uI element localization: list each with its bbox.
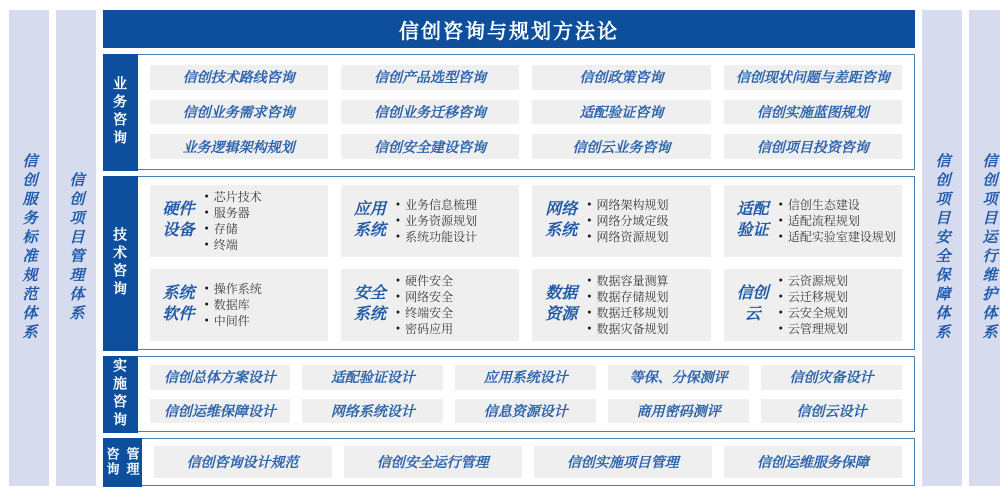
bullet-item: ● 业务信息梳理: [396, 197, 477, 213]
business-item: 信创业务需求咨询: [150, 100, 328, 125]
tech-card-network: [532, 185, 710, 257]
business-item: 信创技术路线咨询: [150, 65, 328, 90]
bullet-item: ● 网络架构规划: [587, 197, 668, 213]
bullet-item: ● 系统功能设计: [396, 229, 477, 245]
tech-card-adaptation: [724, 185, 902, 257]
bullet-item: ● 网络安全: [396, 289, 453, 305]
business-items-grid: [138, 55, 915, 169]
bullet-item: ● 网络分域定级: [587, 213, 668, 229]
tech-card-name: 安全系统: [353, 285, 386, 323]
management-item: 信创运维服务保障: [724, 446, 902, 478]
tech-card-name: 应用系统: [353, 201, 386, 239]
business-item: 信创云业务咨询: [532, 134, 710, 159]
business-item: 信创业务迁移咨询: [341, 100, 519, 125]
diagram-title-bar: [103, 10, 915, 48]
business-item: 信创政策咨询: [532, 65, 710, 90]
right-panel-operation-maintenance-label: 信创项目运行维护体系: [980, 153, 998, 343]
tech-card-data-resources: [532, 269, 710, 341]
bullet-item: ● 终端: [205, 237, 262, 253]
implementation-item: 等保、分保测评: [608, 365, 749, 390]
implementation-item: 商用密码测评: [608, 399, 749, 424]
bullet-item: ● 适配实验室建设规划: [779, 229, 896, 245]
tech-card-name: 网络系统: [545, 201, 578, 239]
bullet-item: ● 终端安全: [396, 305, 453, 321]
tech-card-system-software: [150, 269, 328, 341]
implementation-item: 信创灾备设计: [761, 365, 902, 390]
management-items-grid: [142, 439, 915, 485]
section-management-label: [103, 438, 142, 487]
management-label-col-1: 咨询: [104, 447, 120, 477]
bullet-item: ● 服务器: [205, 205, 262, 221]
tech-card-bullet-list: [779, 197, 896, 245]
tech-card-bullet-list: [587, 273, 668, 337]
tech-card-name: 数据资源: [545, 285, 578, 323]
tech-card-bullet-list: [587, 197, 668, 245]
section-technical-consulting: [103, 176, 915, 350]
bullet-item: ● 数据存储规划: [587, 289, 668, 305]
management-item: 信创咨询设计规范: [154, 446, 332, 478]
implementation-item: 适配验证设计: [302, 365, 443, 390]
main-content: [103, 10, 915, 486]
bullet-item: ● 网络资源规划: [587, 229, 668, 245]
implementation-item: 信创云设计: [761, 399, 902, 424]
bullet-item: ● 云迁移规划: [779, 289, 848, 305]
business-item: 信创项目投资咨询: [724, 134, 902, 159]
implementation-item: 应用系统设计: [455, 365, 596, 390]
management-label-col-2: 管理: [124, 447, 140, 477]
bullet-item: ● 密码应用: [396, 321, 453, 337]
business-item: 信创现状问题与差距咨询: [724, 65, 902, 90]
tech-card-name: 硬件设备: [162, 201, 195, 239]
bullet-item: ● 云管理规划: [779, 321, 848, 337]
tech-card-name: 系统软件: [162, 285, 195, 323]
management-item: 信创安全运行管理: [344, 446, 522, 478]
tech-card-name: 信创云: [736, 285, 769, 323]
implementation-item: 信创总体方案设计: [150, 365, 291, 390]
tech-card-bullet-list: [205, 189, 262, 253]
section-technical-label: 技术咨询: [103, 176, 138, 351]
bullet-item: ● 中间件: [205, 313, 262, 329]
tech-card-bullet-list: [396, 273, 453, 337]
implementation-item: 网络系统设计: [302, 399, 443, 424]
tech-card-hardware: [150, 185, 328, 257]
business-item: 信创实施蓝图规划: [724, 100, 902, 125]
left-panel-service-standards-label: 信创服务标准规范体系: [20, 153, 38, 343]
diagram-title: 信创咨询与规划方法论: [399, 20, 619, 43]
bullet-item: ● 信创生态建设: [779, 197, 896, 213]
bullet-item: ● 数据库: [205, 297, 262, 313]
implementation-item: 信创运维保障设计: [150, 399, 291, 424]
tech-card-bullet-list: [205, 281, 262, 329]
implementation-items-grid: [138, 357, 915, 431]
left-panel-service-standards: [9, 10, 49, 486]
tech-card-bullet-list: [779, 273, 848, 337]
business-item: 业务逻辑架构规划: [150, 134, 328, 159]
right-panel-security-assurance: [922, 10, 962, 486]
bullet-item: ● 存储: [205, 221, 262, 237]
section-business-label: 业务咨询: [103, 54, 138, 171]
section-business-consulting: [103, 54, 915, 170]
tech-card-bullet-list: [396, 197, 477, 245]
bullet-item: ● 数据迁移规划: [587, 305, 668, 321]
tech-card-name: 适配验证: [736, 201, 769, 239]
bullet-item: ● 操作系统: [205, 281, 262, 297]
tech-card-xinchuang-cloud: [724, 269, 902, 341]
tech-card-application: [341, 185, 519, 257]
technical-cards-grid: [138, 177, 915, 349]
management-item: 信创实施项目管理: [534, 446, 712, 478]
bullet-item: ● 云资源规划: [779, 273, 848, 289]
section-consulting-management: [103, 438, 915, 486]
right-panel-security-assurance-label: 信创项目安全保障体系: [933, 153, 951, 343]
business-item: 适配验证咨询: [532, 100, 710, 125]
section-implementation-label: 实施咨询: [103, 356, 138, 433]
bullet-item: ● 业务资源规划: [396, 213, 477, 229]
bullet-item: ● 硬件安全: [396, 273, 453, 289]
bullet-item: ● 数据灾备规划: [587, 321, 668, 337]
left-panel-project-management: [56, 10, 96, 486]
implementation-item: 信息资源设计: [455, 399, 596, 424]
bullet-item: ● 云安全规划: [779, 305, 848, 321]
left-panel-project-management-label: 信创项目管理体系: [67, 172, 85, 324]
section-implementation-consulting: [103, 356, 915, 432]
right-panel-operation-maintenance: [969, 10, 1000, 486]
business-item: 信创产品选型咨询: [341, 65, 519, 90]
bullet-item: ● 适配流程规划: [779, 213, 896, 229]
business-item: 信创安全建设咨询: [341, 134, 519, 159]
bullet-item: ● 芯片技术: [205, 189, 262, 205]
bullet-item: ● 数据容量测算: [587, 273, 668, 289]
tech-card-security: [341, 269, 519, 341]
